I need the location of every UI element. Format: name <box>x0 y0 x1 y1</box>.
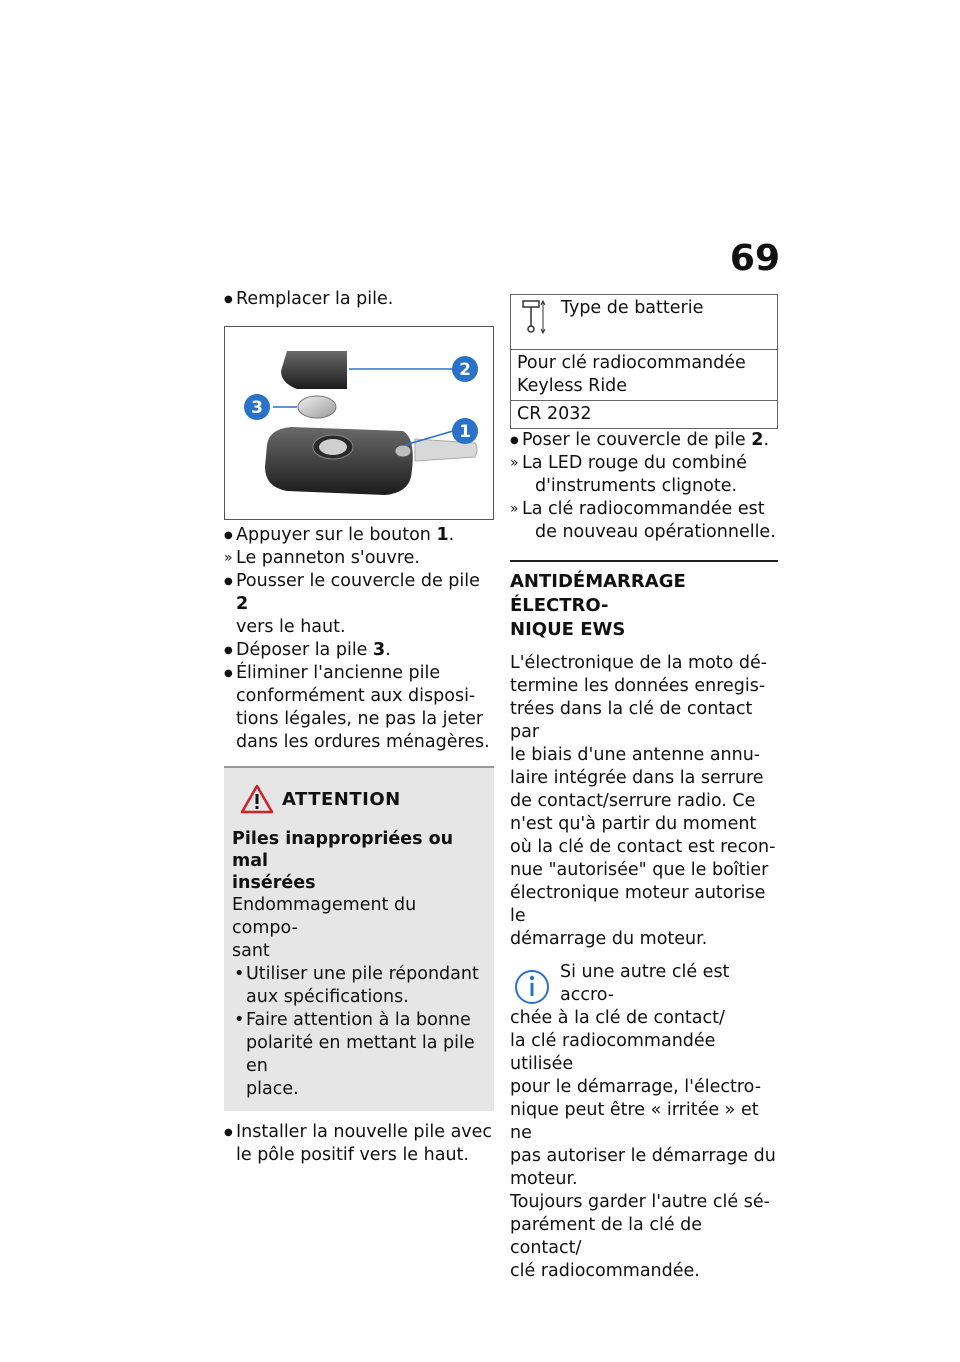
result-text: Le panneton s'ouvre. <box>236 548 420 568</box>
step-line: le pôle positif vers le haut. <box>236 1145 469 1165</box>
body-line: où la clé de contact est recon- <box>510 837 776 857</box>
info-line: clé radiocommandée. <box>510 1261 700 1281</box>
step-dispose-battery <box>224 662 494 754</box>
result-line: La LED rouge du combiné <box>522 453 747 473</box>
warning-consequence <box>232 894 486 963</box>
coin-battery <box>298 396 336 418</box>
warning-subject <box>232 828 486 894</box>
step-replace-battery: ● Remplacer la pile. <box>224 288 494 311</box>
info-line: pas autoriser le démarrage du <box>510 1146 776 1166</box>
step-ref: 1 <box>436 525 449 545</box>
info-line: parément de la clé de contact/ <box>510 1215 703 1258</box>
release-button <box>395 445 411 457</box>
body-line: laire intégrée dans la serrure <box>510 768 764 788</box>
warning-item-line: aux spécifications. <box>246 987 409 1007</box>
result-led-flashes <box>510 452 778 498</box>
info-line: pour le démarrage, l'électro- <box>510 1077 762 1097</box>
ews-description <box>510 652 778 951</box>
warning-box <box>224 766 494 1111</box>
warning-item-line: polarité en mettant la pile en <box>246 1033 475 1076</box>
warning-subject-line: insérées <box>232 873 316 893</box>
info-line: Si une autre clé est accro- <box>560 962 730 1005</box>
spec-table-row <box>511 401 778 429</box>
spec-table-value: CR 2032 <box>511 401 778 429</box>
spec-table-header: Type de batterie <box>561 298 704 318</box>
spec-table-header-row <box>511 295 778 350</box>
body-line: n'est qu'à partir du moment <box>510 814 757 834</box>
step-push-cover <box>224 570 494 639</box>
body-line: de contact/serrure radio. Ce <box>510 791 756 811</box>
spec-table-cell <box>511 350 778 401</box>
step-install-battery <box>224 1121 494 1167</box>
step-text: Pousser le couvercle de pile <box>236 571 480 591</box>
battery-spec-icon <box>517 297 551 337</box>
body-line: termine les données enregis- <box>510 676 766 696</box>
step-press-button <box>224 524 494 547</box>
result-key-opens <box>224 547 494 570</box>
body-line: le biais d'une antenne annu- <box>510 745 761 765</box>
section-title-line: ANTIDÉMARRAGE ÉLECTRO- <box>510 571 686 616</box>
key-illustration <box>225 327 493 519</box>
step-text: Déposer la pile <box>236 640 374 660</box>
warning-item-line: • Utiliser une pile répondant <box>246 964 479 984</box>
info-line: nique peut être « irritée » et ne <box>510 1100 759 1143</box>
body-line: démarrage du moteur. <box>510 929 708 949</box>
info-line: Toujours garder l'autre clé sé- <box>510 1192 770 1212</box>
warning-item-line: place. <box>246 1079 299 1099</box>
body-line: nue "autorisée" que le boîtier <box>510 860 769 880</box>
step-line: ● Éliminer l'ancienne pile <box>236 663 441 683</box>
result-arrow-icon: » <box>510 455 519 471</box>
result-arrow-icon: » <box>224 550 233 566</box>
spec-table-row <box>511 350 778 401</box>
step-line: tions légales, ne pas la jeter <box>236 709 484 729</box>
callout-2: 2 <box>459 360 471 380</box>
step-text: vers le haut. <box>236 617 346 637</box>
info-icon <box>510 963 554 1007</box>
warning-consequence-line: sant <box>232 941 270 961</box>
result-line: de nouveau opérationnelle. <box>535 522 776 542</box>
step-remove-battery <box>224 639 494 662</box>
warning-item-polarity <box>232 1009 486 1101</box>
step-text: Appuyer sur le bouton <box>236 525 437 545</box>
step-line: conformément aux disposi- <box>236 686 476 706</box>
step-line: ● Installer la nouvelle pile avec <box>236 1122 493 1142</box>
spec-table-line: Keyless Ride <box>517 376 628 396</box>
battery-spec-table <box>510 294 778 429</box>
warning-triangle-icon <box>240 784 274 814</box>
warning-subject-line: Piles inappropriées ou mal <box>232 829 454 871</box>
body-line: trées dans la clé de contact par <box>510 699 753 742</box>
step-text: . <box>448 525 455 545</box>
left-column <box>224 288 494 1167</box>
page-number: 69 <box>729 238 780 279</box>
step-line: dans les ordures ménagères. <box>236 732 490 752</box>
key-battery-figure <box>224 326 494 520</box>
warning-consequence-line: Endommagement du compo- <box>232 895 417 938</box>
step-text: . <box>385 640 391 660</box>
body-line: L'électronique de la moto dé- <box>510 653 768 673</box>
step-text: Poser le couvercle de pile <box>522 430 752 450</box>
info-line: la clé radiocommandée utilisée <box>510 1031 716 1074</box>
section-title-ews <box>510 560 778 642</box>
warning-item-spec <box>232 963 486 1009</box>
step-ref: 3 <box>373 640 386 660</box>
info-note <box>510 961 778 1283</box>
warning-header <box>240 784 486 814</box>
warning-title: ATTENTION <box>282 788 401 810</box>
result-line: La clé radiocommandée est <box>522 499 765 519</box>
callout-1: 1 <box>459 422 471 442</box>
battery-cover <box>281 351 347 389</box>
step-ref: 2 <box>236 594 249 614</box>
warning-item-line: • Faire attention à la bonne <box>246 1010 471 1030</box>
section-title-line: NIQUE EWS <box>510 619 626 640</box>
result-line: d'instruments clignote. <box>535 476 738 496</box>
spec-table-header-cell <box>511 295 778 350</box>
result-key-operational <box>510 498 778 544</box>
step-text: . <box>763 430 770 450</box>
info-line: moteur. <box>510 1169 578 1189</box>
step-ref: 2 <box>751 430 764 450</box>
right-column <box>510 294 778 1283</box>
body-line: électronique moteur autorise le <box>510 883 766 926</box>
info-line: chée à la clé de contact/ <box>510 1008 725 1028</box>
callout-3: 3 <box>251 398 263 418</box>
result-arrow-icon: » <box>510 501 519 517</box>
step-refit-cover <box>510 429 778 452</box>
spec-table-line: Pour clé radiocommandée <box>517 353 746 373</box>
